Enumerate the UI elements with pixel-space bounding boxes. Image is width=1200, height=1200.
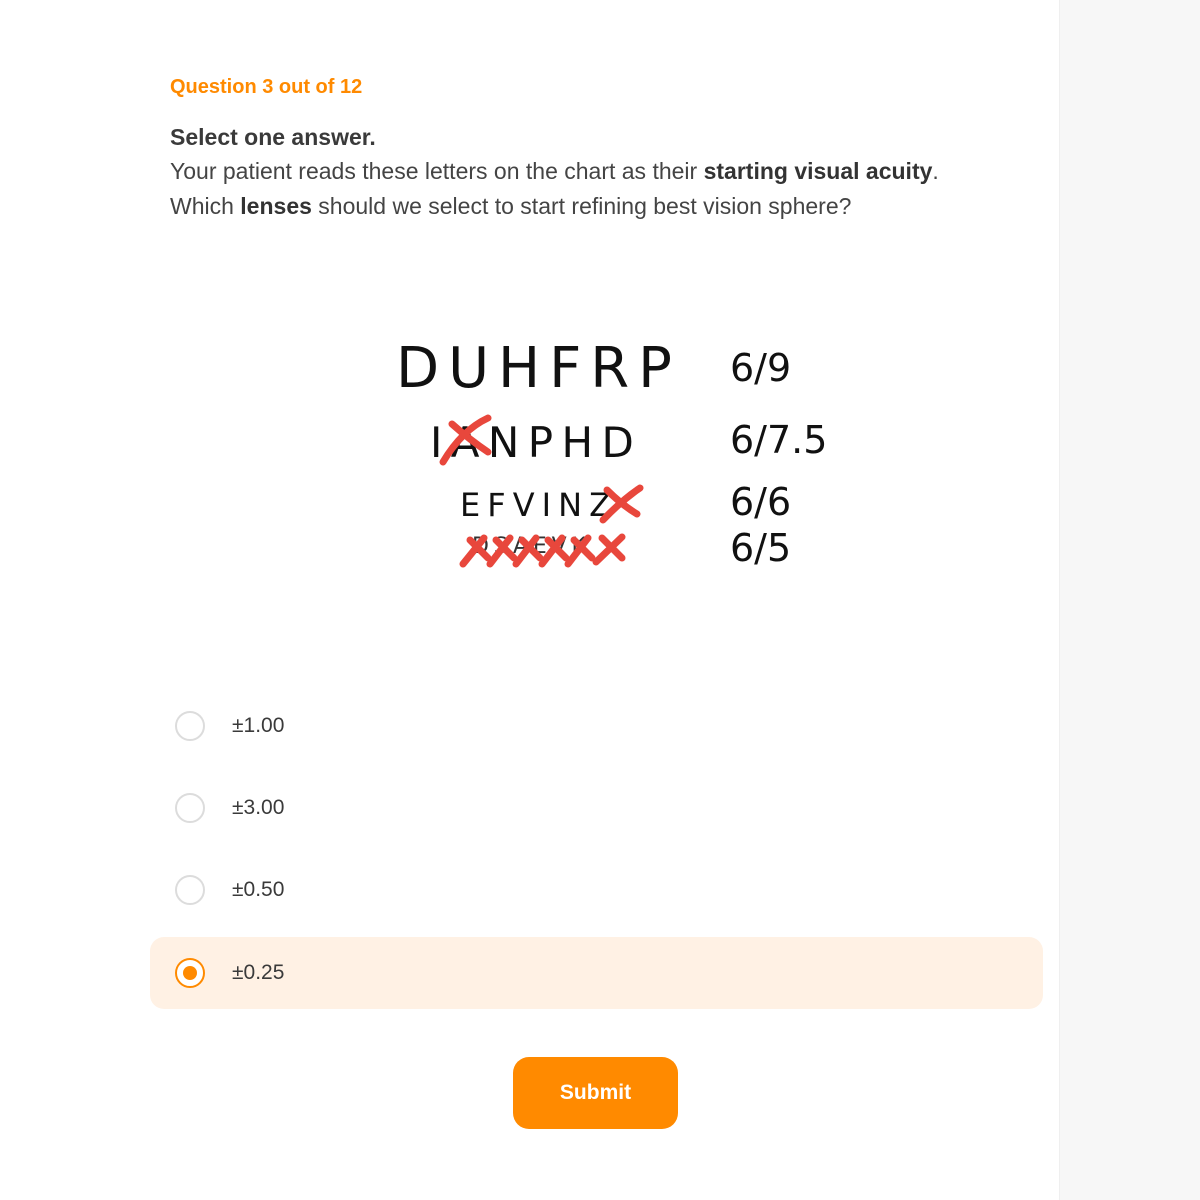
cross-mark-icon <box>490 538 514 564</box>
answer-option-label: ±3.00 <box>232 796 285 819</box>
cross-mark-icon <box>516 538 540 564</box>
answer-option[interactable] <box>150 772 1043 844</box>
cross-mark-icon <box>568 538 592 564</box>
answer-option[interactable] <box>150 690 1043 762</box>
cross-mark-icon <box>596 537 622 562</box>
chart-row-letters: IANPHD <box>430 418 643 467</box>
answer-option[interactable] <box>150 854 1043 926</box>
answer-option-label: ±0.50 <box>232 878 285 901</box>
acuity-label: 6/9 <box>730 346 792 390</box>
question-text-line-2: Which lenses should we select to start refining best vision sphere? <box>170 193 852 219</box>
answer-option-selected[interactable] <box>150 937 1043 1009</box>
question-counter: Question 3 out of 12 <box>170 76 363 98</box>
acuity-label: 6/5 <box>730 526 792 570</box>
chart-row-letters: DSAEVK <box>472 534 591 559</box>
cross-mark-icon <box>463 538 488 564</box>
radio-button-selected[interactable] <box>175 958 205 988</box>
acuity-label: 6/7.5 <box>730 418 828 462</box>
submit-button[interactable]: Submit <box>513 1057 678 1129</box>
answer-instruction: Select one answer. <box>170 124 376 150</box>
cross-mark-icon <box>443 418 488 462</box>
cross-mark-icon <box>603 488 640 520</box>
radio-button[interactable] <box>175 793 205 823</box>
chart-row-letters: DUHFRP <box>396 336 681 401</box>
answer-option-label: ±0.25 <box>232 961 285 984</box>
radio-button[interactable] <box>175 711 205 741</box>
missed-letter-marks <box>0 0 1060 620</box>
cross-mark-icon <box>542 538 566 564</box>
answer-option-label: ±1.00 <box>232 714 285 737</box>
radio-button[interactable] <box>175 875 205 905</box>
question-text-line-1: Your patient reads these letters on the chart as their starting visual acuity. <box>170 158 939 184</box>
eye-chart <box>0 0 1060 620</box>
acuity-label: 6/6 <box>730 480 792 524</box>
chart-row-letters: EFVINZ <box>460 486 619 524</box>
